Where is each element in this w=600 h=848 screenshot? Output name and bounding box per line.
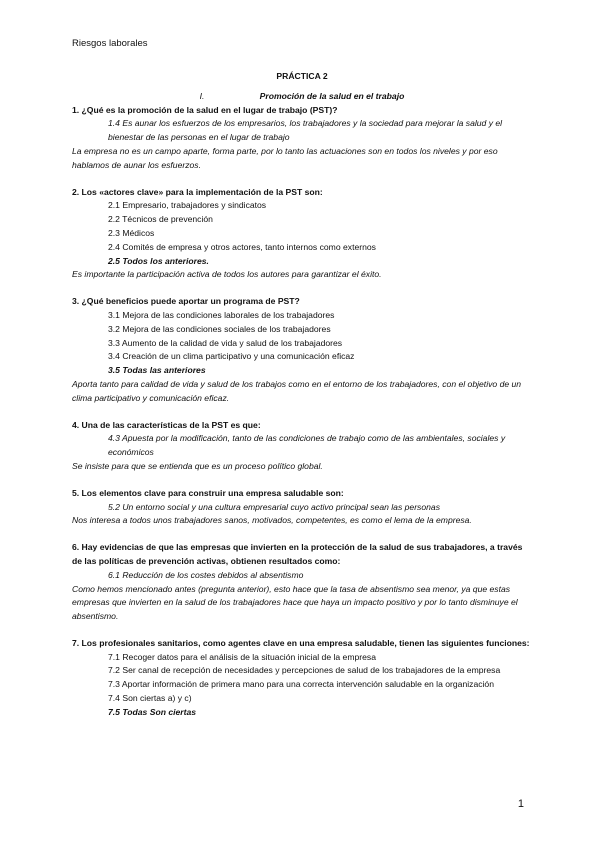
- note-1: La empresa no es un campo aparte, forma parte, por lo tanto las actuaciones son en todos los niveles y por eso hablamos de aunar los esfuerzos.: [72, 145, 498, 170]
- option-3-4: 3.4 Creación de un clima participativo y una comunicación eficaz: [108, 351, 355, 362]
- option-2-4: 2.4 Comités de empresa y otros actores, tanto internos como externos: [108, 241, 376, 252]
- option-2-3: 2.3 Médicos: [108, 227, 155, 238]
- answer-1: 1.4 Es aunar los esfuerzos de los empresarios, los trabajadores y la sociedad para mejorar la salud y el bienestar de las personas en el lugar de trabajo: [108, 118, 503, 143]
- answer-2: 2.5 Todos los anteriores.: [108, 255, 209, 266]
- answer-7: 7.5 Todas Son ciertas: [108, 706, 197, 717]
- page-header: Riesgos laborales: [72, 38, 148, 49]
- answer-4: 4.3 Apuesta por la modificación, tanto de las condiciones de trabajo como de las ambientales, sociales y económicos: [108, 433, 506, 458]
- answer-5: 5.2 Un entorno social y una cultura empresarial cuyo activo principal sean las personas: [108, 501, 440, 512]
- question-1: 1. ¿Qué es la promoción de la salud en el lugar de trabajo (PST)?: [72, 104, 338, 115]
- option-3-2: 3.2 Mejora de las condiciones sociales de los trabajadores: [108, 323, 331, 334]
- question-7: 7. Los profesionales sanitarios, como agentes clave en una empresa saludable, tienen las siguientes funciones:: [72, 637, 530, 648]
- option-2-2: 2.2 Técnicos de prevención: [108, 214, 213, 225]
- option-7-3: 7.3 Aportar información de primera mano para una correcta intervención saludable en la organización: [108, 679, 494, 690]
- section-number: I.: [199, 90, 205, 101]
- section-heading: [72, 90, 532, 104]
- note-2: Es importante la participación activa de todos los autores para garantizar el éxito.: [72, 269, 382, 280]
- answer-3: 3.5 Todas las anteriores: [108, 365, 206, 376]
- option-2-1: 2.1 Empresario, trabajadores y sindicatos: [108, 200, 267, 211]
- page-number: 1: [517, 798, 524, 810]
- question-5: 5. Los elementos clave para construir una empresa saludable son:: [72, 487, 344, 498]
- section-title: Promoción de la salud en el trabajo: [259, 90, 405, 101]
- page-title: PRÁCTICA 2: [276, 71, 328, 81]
- question-6: 6. Hay evidencias de que las empresas que invierten en la protección de la salud de sus trabajadores, a través de las políticas de prevención activas, obtienen resultados como:: [72, 542, 523, 566]
- option-7-2: 7.2 Ser canal de recepción de necesidades y percepciones de salud de los trabajadores de la empresa: [108, 665, 501, 676]
- note-6: Como hemos mencionado antes (pregunta anterior), esto hace que la tasa de absentismo sea menor, ya que estas empresas que invierten en la salud de los trabajadores hace que haya un impacto positivo y por lo tanto disminuye el absentismo.: [72, 583, 518, 622]
- note-3: Aporta tanto para calidad de vida y salud de los trabajos como en el entorno de los trabajadores, con el objetivo de un clima participativo y comunicación eficaz.: [72, 378, 522, 403]
- question-4: 4. Una de las características de la PST es que:: [72, 419, 261, 430]
- note-4: Se insiste para que se entienda que es un proceso político global.: [72, 460, 323, 471]
- option-3-3: 3.3 Aumento de la calidad de vida y salud de los trabajadores: [108, 337, 343, 348]
- question-2: 2. Los «actores clave» para la implementación de la PST son:: [72, 186, 323, 197]
- answer-6: 6.1 Reducción de los costes debidos al absentismo: [108, 569, 304, 580]
- question-3: 3. ¿Qué beneficios puede aportar un programa de PST?: [72, 296, 300, 307]
- note-5: Nos interesa a todos unos trabajadores sanos, motivados, competentes, es como el lema de la empresa.: [72, 515, 472, 526]
- option-7-4: 7.4 Son ciertas a) y c): [108, 693, 192, 704]
- option-7-1: 7.1 Recoger datos para el análisis de la situación inicial de la empresa: [108, 651, 376, 662]
- option-3-1: 3.1 Mejora de las condiciones laborales de los trabajadores: [108, 309, 335, 320]
- document-body: [72, 70, 532, 720]
